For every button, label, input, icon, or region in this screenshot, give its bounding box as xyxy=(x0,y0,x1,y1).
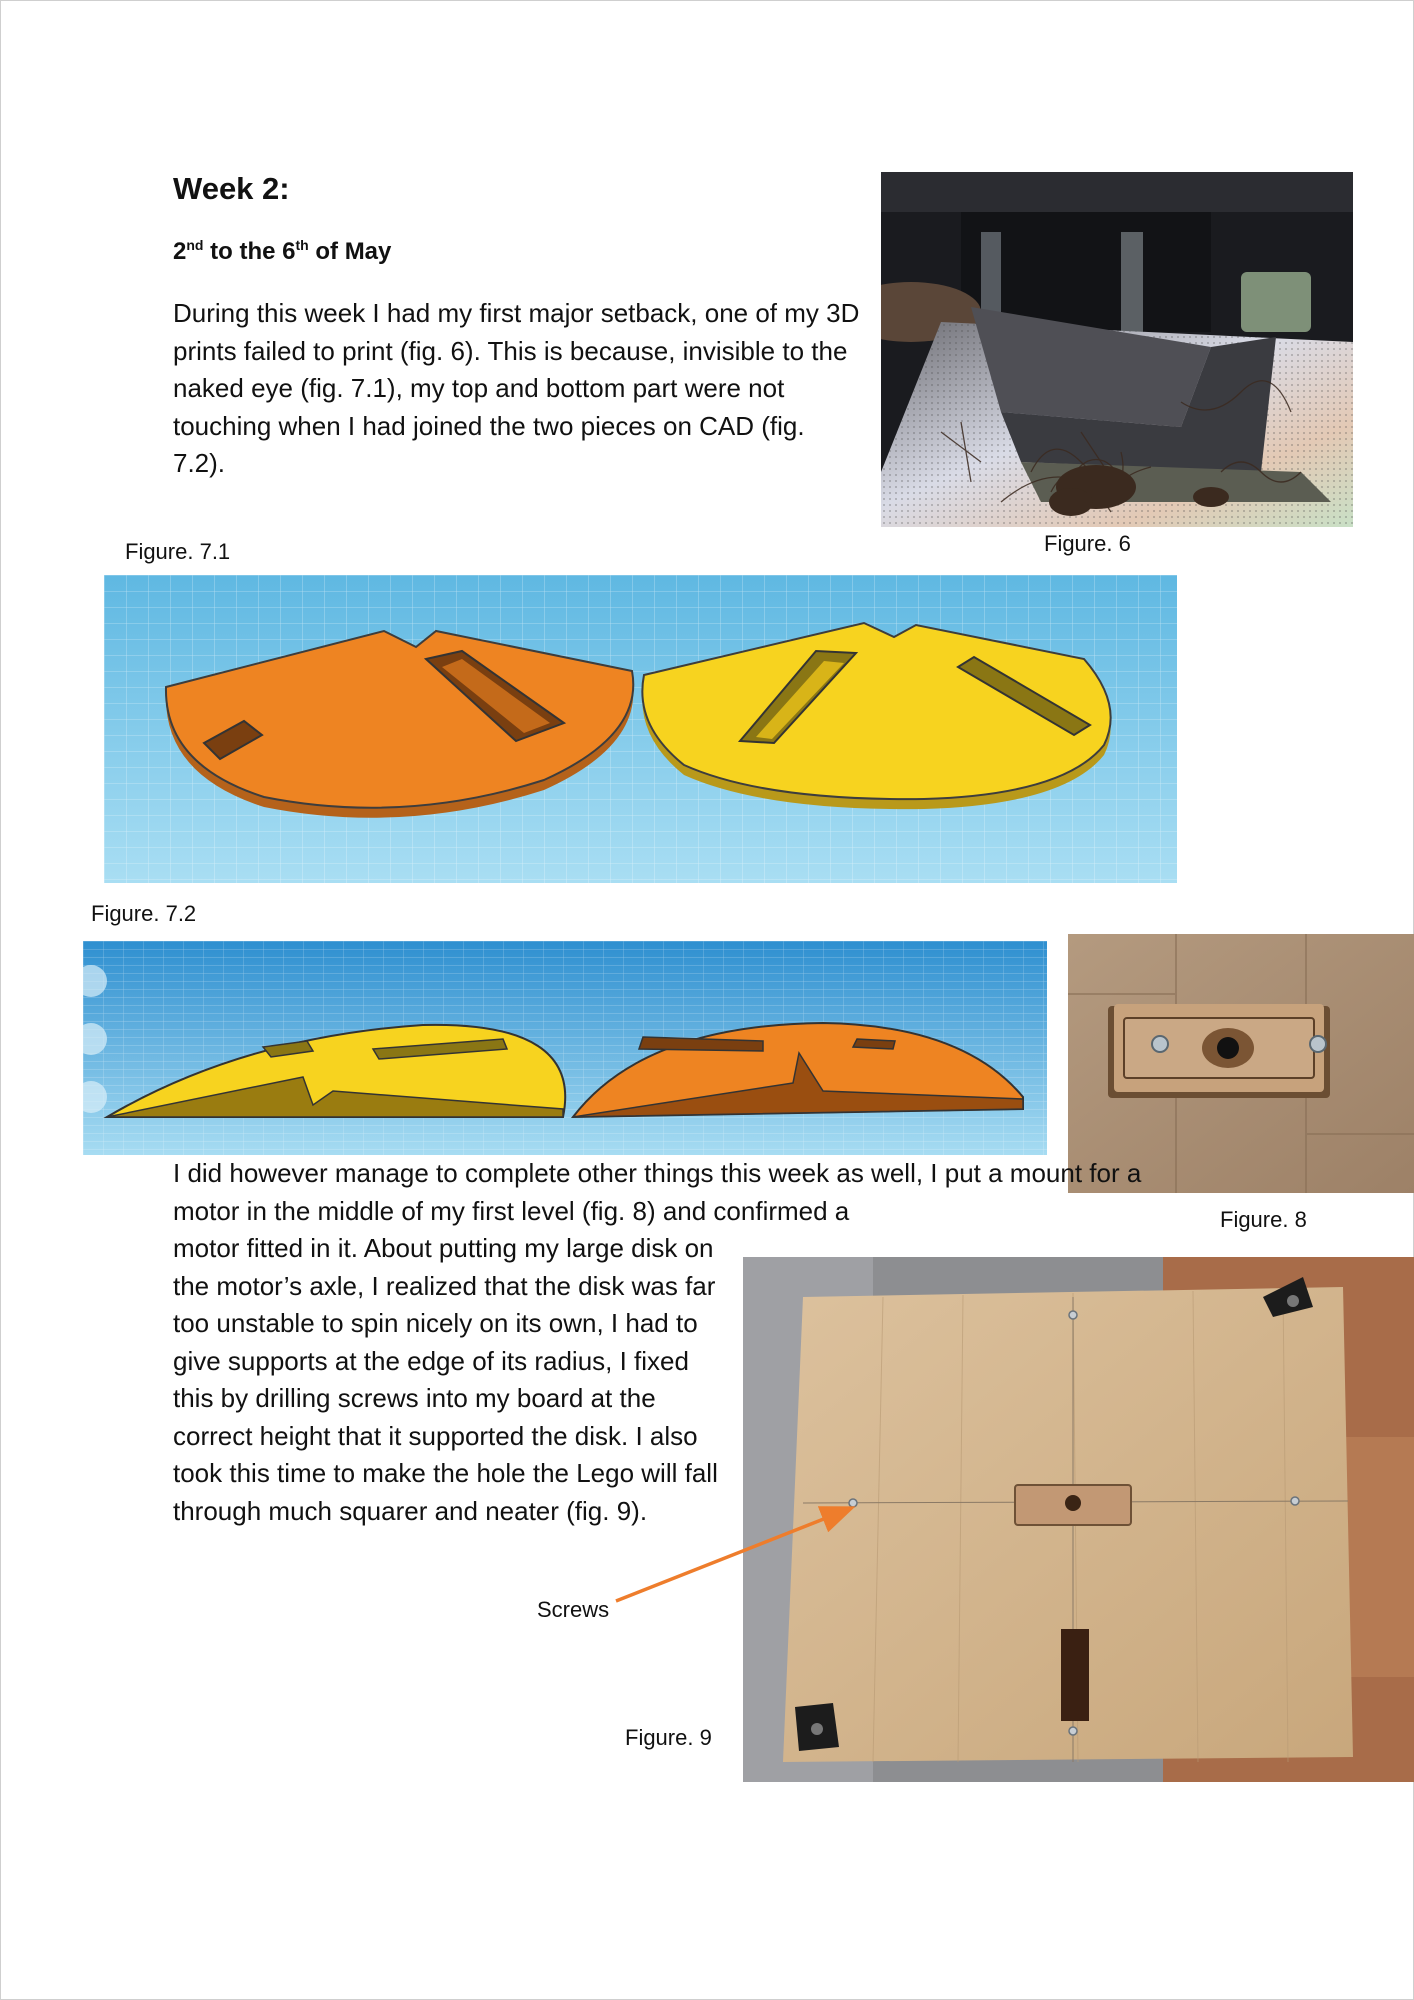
paragraph-progress-continued: motor fitted in it. About putting my large disk on the motor’s axle, I realized that the disk was far too unstable to spin nicely on its own, I had to give supports at the edge of its radius, I fixed this by drilling screws into my board at the correct height that it supported the disk. I also took this time to make the hole the Lego will fall through much squarer and neater (fig. 9). xyxy=(173,1233,718,1526)
figure-6-failed-print-photo xyxy=(881,172,1353,527)
paragraph-setback: During this week I had my first major setback, one of my 3D prints failed to print (fig. 6). This is because, invisible to the naked eye (fig. 7.1), my top and bottom part were not touching when I had joined the two pieces on CAD (fig. 7.2). xyxy=(173,298,860,478)
figure-7-1-caption: Figure. 7.1 xyxy=(125,539,231,564)
ordinal-suffix-end: th xyxy=(295,237,309,253)
page-title: Week 2: xyxy=(173,171,290,206)
figure-9-caption: Figure. 9 xyxy=(625,1725,712,1750)
figure-7-1-cad-top-view xyxy=(104,575,1177,883)
figure-8-caption: Figure. 8 xyxy=(1220,1207,1307,1232)
date-subheading xyxy=(173,237,391,266)
date-day-start: 2 xyxy=(173,238,187,265)
paragraph-progress-intro: I did however manage to complete other things this week as well, I put a mount for a motor in the middle of my first level (fig. 8) and confirmed a xyxy=(173,1158,1142,1226)
figure-7-2-caption: Figure. 7.2 xyxy=(91,901,197,926)
screws-arrow xyxy=(611,1491,861,1611)
screws-annotation-label: Screws xyxy=(537,1597,610,1622)
date-end: of May xyxy=(308,238,392,265)
date-middle: to the 6 xyxy=(203,238,296,265)
ordinal-suffix-start: nd xyxy=(186,237,204,253)
figure-7-2-cad-side-view xyxy=(83,941,1047,1155)
figure-6-caption: Figure. 6 xyxy=(1044,531,1131,556)
